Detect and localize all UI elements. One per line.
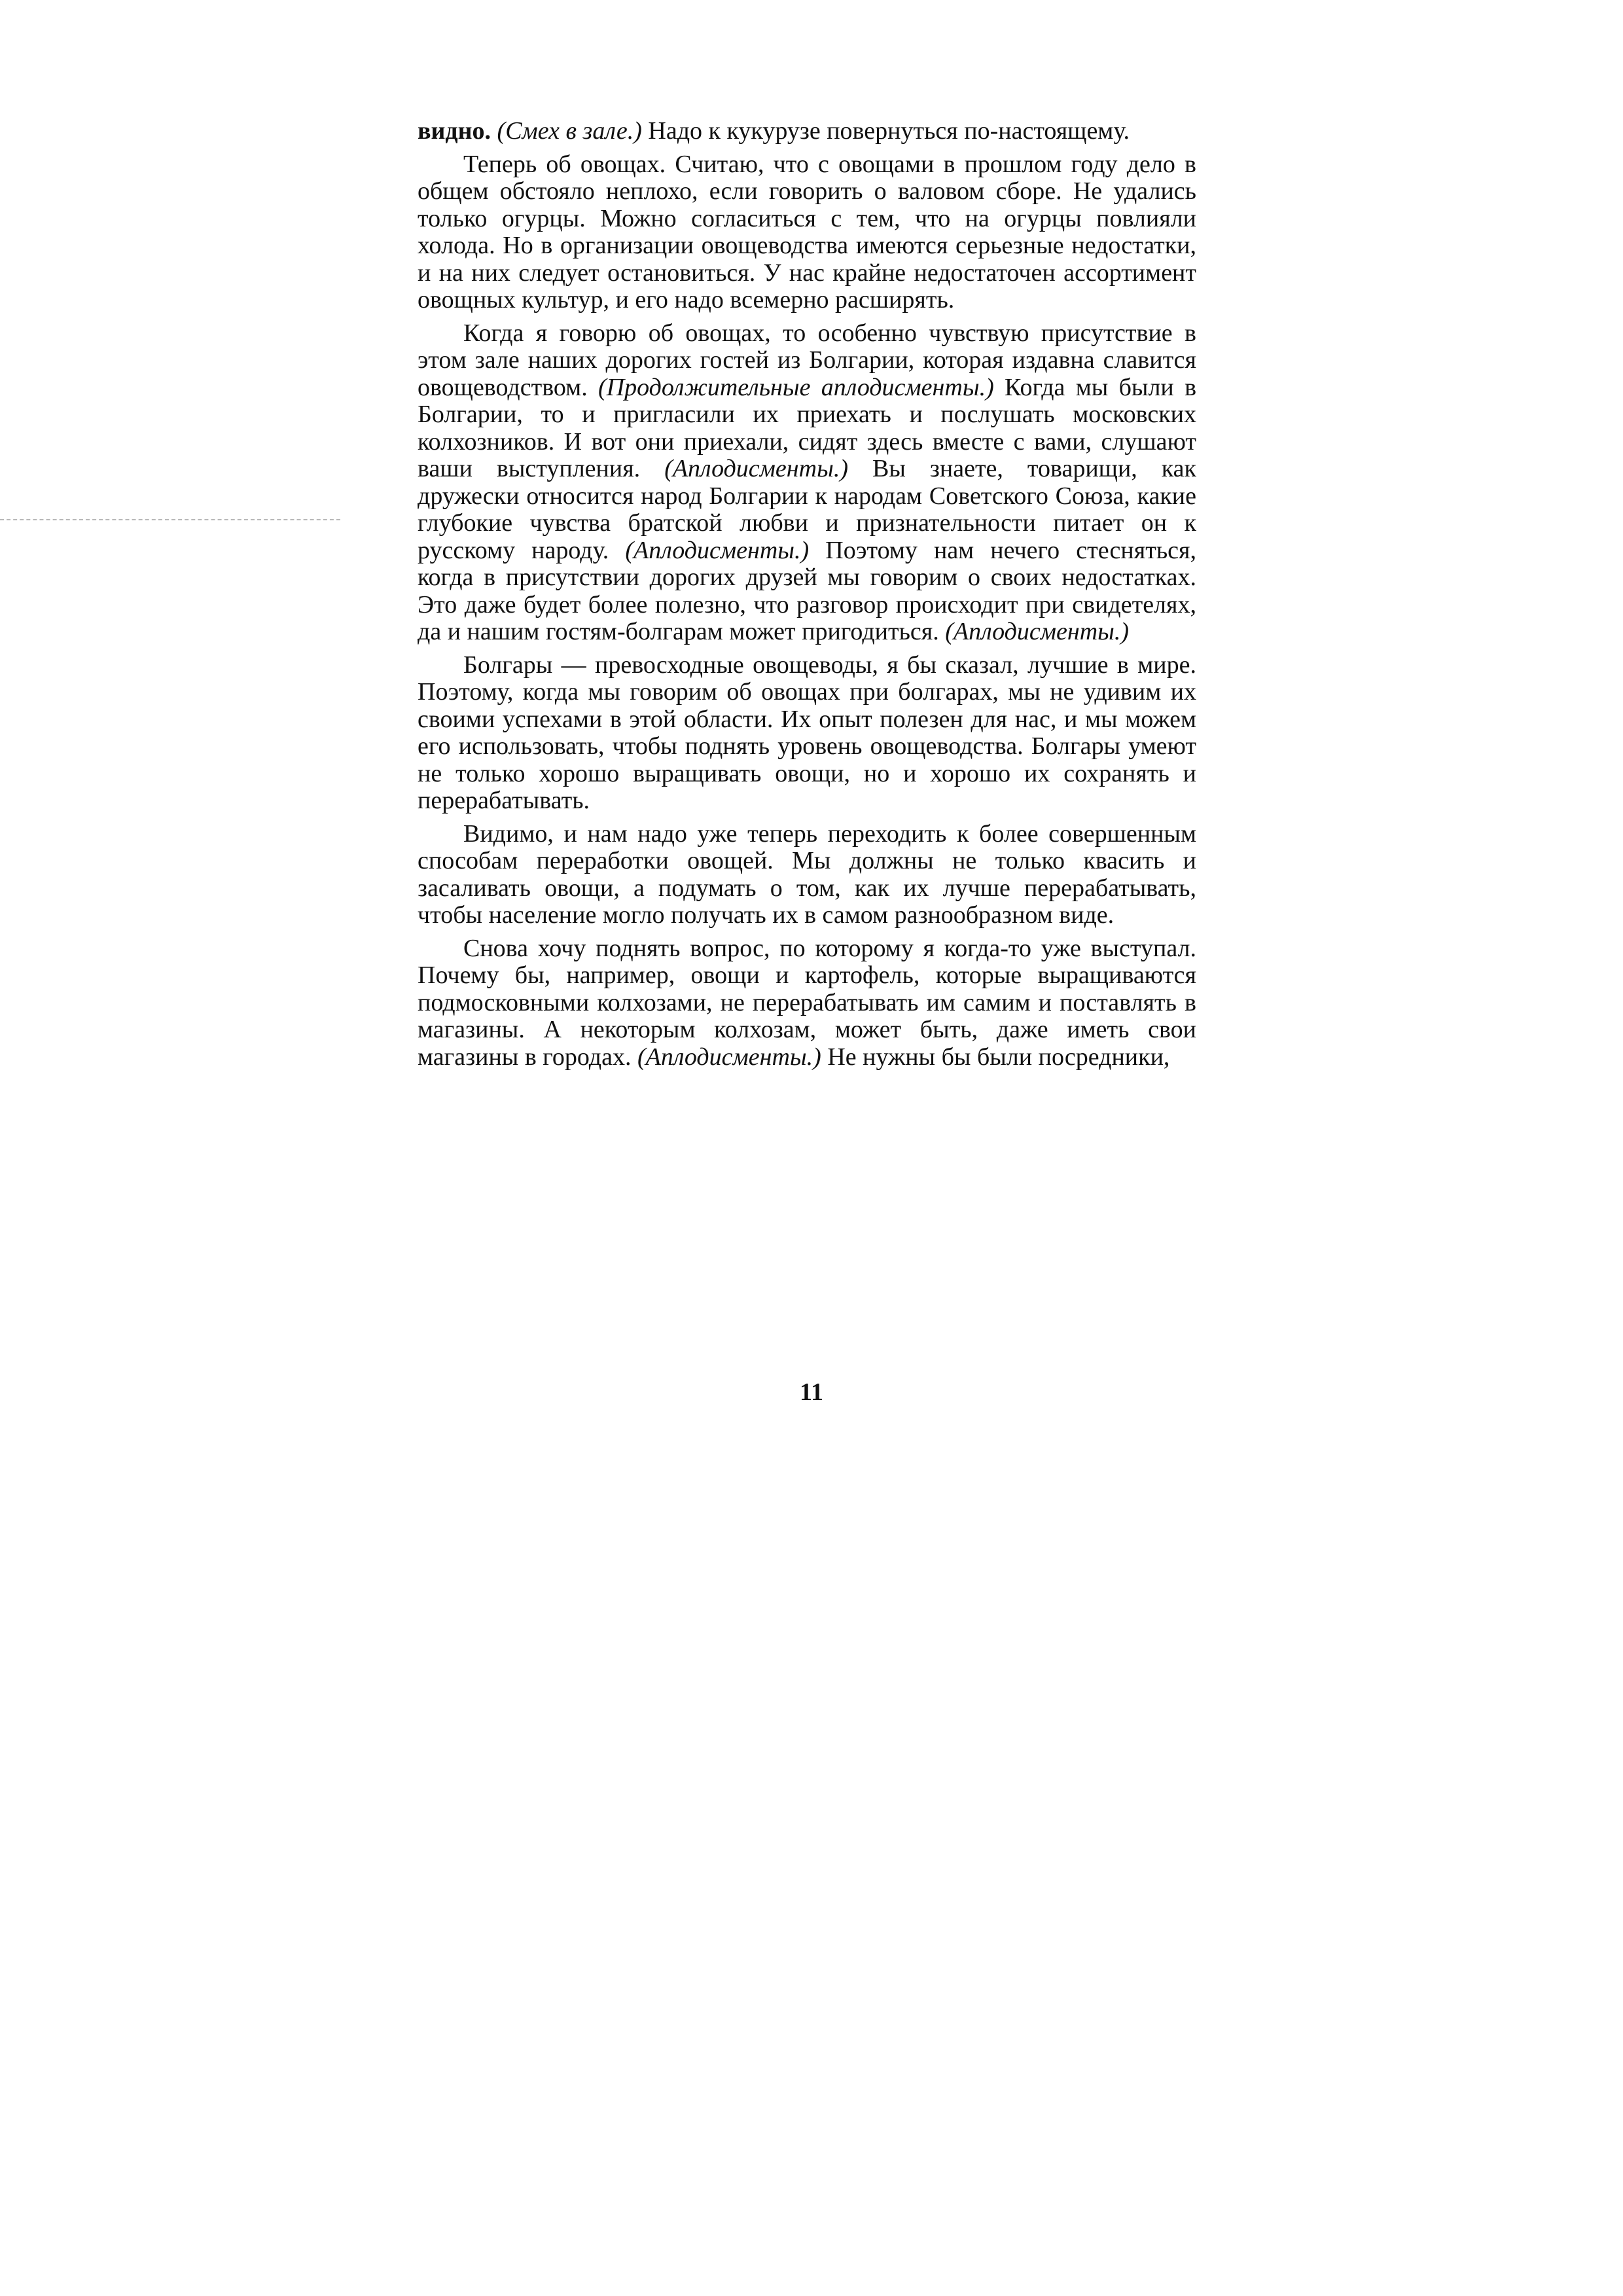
paragraph-text: Вы знаете, товарищи, как дружески относится народ Болгарии к народам Советского Союза, какие глубокие чувства братской любви и признательности питает он к русскому народу. bbox=[418, 455, 1196, 564]
paragraph bbox=[418, 652, 1196, 815]
paragraph bbox=[418, 151, 1196, 314]
stage-direction: (Продолжительные аплодисменты.) bbox=[598, 373, 994, 401]
paragraph-text: Теперь об овощах. Считаю, что с овощами в прошлом году дело в общем обстояло неплохо, если говорить о валовом сборе. Не удались только огурцы. Можно согласиться с тем, что на огурцы повлияли холода. Но в организации овощеводства имеются серьезные недостатки, и на них следует остановиться. У нас крайне недостаточен ассортимент овощных культур, и его надо всемерно расширять. bbox=[418, 150, 1196, 314]
paragraph bbox=[418, 118, 1196, 145]
paragraph-text-bold: видно. bbox=[418, 117, 497, 145]
stage-direction: (Аплодисменты.) bbox=[945, 618, 1130, 645]
stage-direction: (Аплодисменты.) bbox=[637, 1043, 821, 1071]
paragraph-text: Снова хочу поднять вопрос, по которому я когда-то уже выступал. Почему бы, например, овощи и картофель, которые выращиваются подмосковными колхозами, не перерабатывать им самим и поставлять в магазины. А некоторым колхозам, может быть, даже иметь свои магазины в городах. bbox=[418, 934, 1196, 1071]
stage-direction: (Смех в зале.) bbox=[497, 117, 642, 145]
paragraph bbox=[418, 320, 1196, 646]
stage-direction: (Аплодисменты.) bbox=[625, 536, 810, 564]
paragraph-text: Поэтому нам нечего стесняться, когда в присутствии дорогих друзей мы говорим о своих недостатках. Это даже будет более полезно, что разговор происходит при свидетелях, да и нашим гостям-болгарам может пригодиться. bbox=[418, 536, 1197, 645]
paragraph-text: Надо к кукурузе повернуться по-настоящему. bbox=[641, 117, 1130, 145]
paragraph-text: Не нужны бы были посредники, bbox=[821, 1043, 1170, 1071]
stage-direction: (Аплодисменты.) bbox=[664, 455, 848, 482]
margin-scan-artifact bbox=[0, 519, 340, 520]
body-text bbox=[418, 118, 1196, 1077]
paragraph-text: Когда мы были в Болгарии, то и пригласили их приехать и послушать московских колхозников. И вот они приехали, сидят здесь вместе с вами, слушают ваши выступления. bbox=[418, 373, 1197, 482]
paragraph bbox=[418, 821, 1196, 929]
paragraph-text: Видимо, и нам надо уже теперь переходить к более совершенным способам переработки овощей. Мы должны не только квасить и засаливать овощи, а подумать о том, как их лучше перерабатывать, чтобы население могло получать их в самом разнообразном виде. bbox=[418, 819, 1196, 929]
paragraph-text: Болгары — превосходные овощеводы, я бы сказал, лучшие в мире. Поэтому, когда мы говорим об овощах при болгарах, мы не удивим их своими успехами в этой области. Их опыт полезен для нас, и мы можем его использовать, чтобы поднять уровень овощеводства. Болгары умеют не только хорошо выращивать овощи, но и хорошо их сохранять и перерабатывать. bbox=[418, 651, 1196, 814]
page-number: 11 bbox=[800, 1378, 823, 1406]
paragraph bbox=[418, 935, 1196, 1071]
paragraph-text: Когда я говорю об овощах, то особенно чувствую присутствие в этом зале наших дорогих гостей из Болгарии, которая издавна славится овощеводством. bbox=[418, 319, 1196, 401]
